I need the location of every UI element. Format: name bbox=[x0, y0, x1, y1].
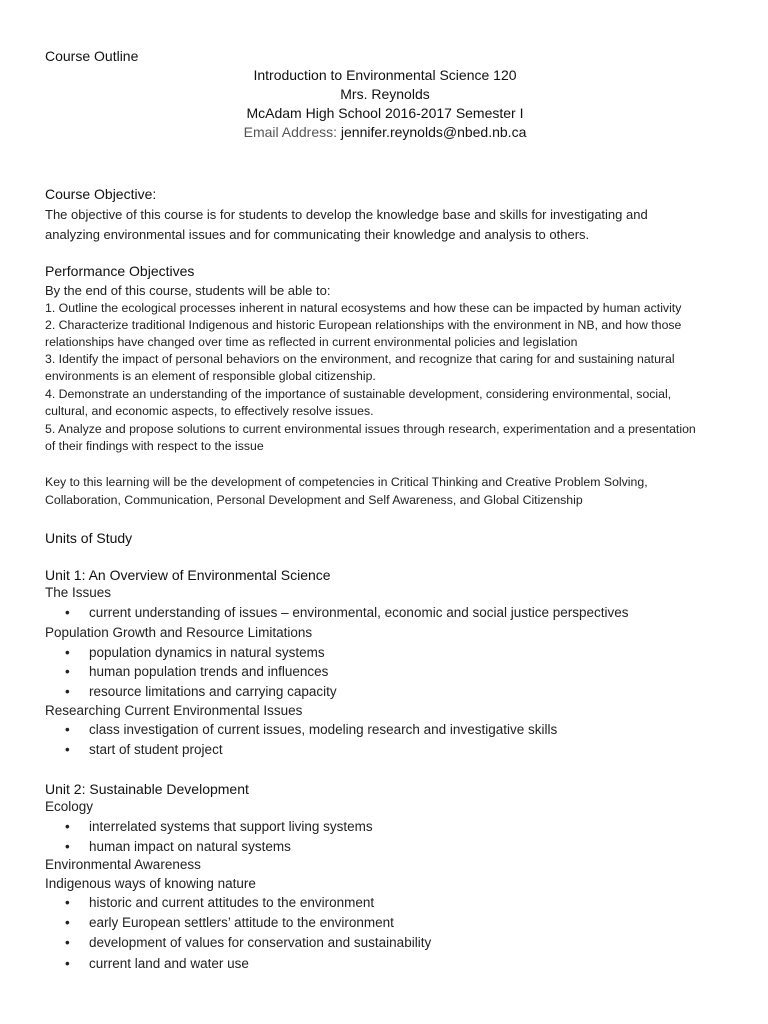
bullet-icon: • bbox=[65, 819, 70, 834]
key-line-1: Key to this learning will be the development of competencies in Critical Thinking and Creative Problem Solving, bbox=[45, 475, 648, 489]
school-semester: McAdam High School 2016-2017 Semester I bbox=[246, 105, 524, 121]
email-link[interactable]: jennifer.reynolds@nbed.nb.ca bbox=[340, 124, 527, 140]
bullet-icon: • bbox=[65, 684, 70, 699]
bullet-icon: • bbox=[65, 722, 70, 737]
bullet-icon: • bbox=[65, 839, 70, 854]
course-title: Introduction to Environmental Science 120 bbox=[253, 67, 517, 83]
bullet-icon: • bbox=[65, 915, 70, 930]
performance-item: 5. Analyze and propose solutions to current environmental issues through research, experimentation and a presentation bbox=[45, 422, 696, 436]
unit2-subheading: Ecology bbox=[45, 799, 94, 814]
unit1-subheading: Population Growth and Resource Limitations bbox=[45, 625, 313, 640]
unit1-subheading: The Issues bbox=[45, 585, 112, 600]
performance-item: cultural, and economic aspects, to effectively resolve issues. bbox=[45, 404, 374, 418]
bullet-icon: • bbox=[65, 664, 70, 679]
performance-intro: By the end of this course, students will be able to: bbox=[45, 283, 331, 298]
performance-item: 2. Characterize traditional Indigenous and historic European relationships with the environment in NB, and how those bbox=[45, 318, 682, 332]
performance-item: environments is an element of responsible global citizenship. bbox=[45, 369, 376, 383]
bullet-icon: • bbox=[65, 956, 70, 971]
bullet-icon: • bbox=[65, 742, 70, 757]
bullet-icon: • bbox=[65, 895, 70, 910]
unit2-subheading: Environmental Awareness bbox=[45, 857, 201, 872]
units-heading: Units of Study bbox=[45, 530, 133, 546]
unit2-subheading: Indigenous ways of knowing nature bbox=[45, 876, 256, 891]
teacher-name: Mrs. Reynolds bbox=[340, 86, 430, 102]
key-line-2: Collaboration, Communication, Personal Development and Self Awareness, and Global Citizenship bbox=[45, 493, 583, 507]
performance-item: 4. Demonstrate an understanding of the importance of sustainable development, considering environmental, social, bbox=[45, 387, 672, 401]
bullet-icon: • bbox=[65, 645, 70, 660]
bullet-icon: • bbox=[65, 605, 70, 620]
performance-item: relationships have changed over time as reflected in current environmental policies and legislation bbox=[45, 335, 578, 349]
objective-line-2: analyzing environmental issues and for communicating their knowledge and analysis to others. bbox=[45, 227, 590, 242]
objective-line-1: The objective of this course is for students to develop the knowledge base and skills for investigating and bbox=[45, 207, 648, 222]
unit1-subheading: Researching Current Environmental Issues bbox=[45, 703, 303, 718]
performance-item: 3. Identify the impact of personal behaviors on the environment, and recognize that caring for and sustaining natural bbox=[45, 352, 675, 366]
unit1-heading: Unit 1: An Overview of Environmental Science bbox=[45, 567, 331, 583]
email-line bbox=[45, 124, 725, 140]
email-label: Email Address: bbox=[243, 124, 341, 140]
performance-item: of their findings with respect to the issue bbox=[45, 439, 264, 453]
objective-heading: Course Objective: bbox=[45, 186, 157, 202]
unit2-heading: Unit 2: Sustainable Development bbox=[45, 781, 249, 797]
performance-item: 1. Outline the ecological processes inherent in natural ecosystems and how these can be impacted by human activity bbox=[45, 301, 682, 315]
performance-heading: Performance Objectives bbox=[45, 263, 195, 279]
bullet-icon: • bbox=[65, 935, 70, 950]
doc-label: Course Outline bbox=[45, 48, 139, 64]
